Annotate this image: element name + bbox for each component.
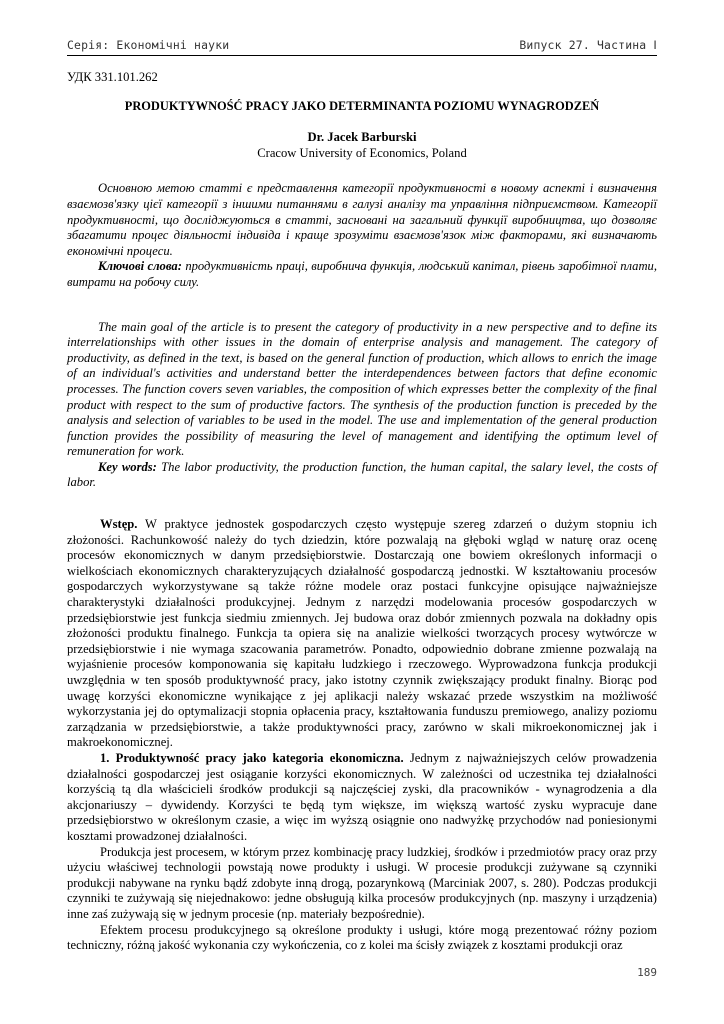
- article-body: [67, 70, 657, 954]
- keywords-ukrainian-label: Ключові слова:: [98, 259, 182, 274]
- header-rule: [67, 55, 657, 56]
- author-name: Dr. Jacek Barburski: [307, 130, 417, 145]
- keywords-english: [67, 460, 657, 491]
- article-title: PRODUKTYWNOŚĆ PRACY JAKO DETERMINANTA POZIOMU WYNAGRODZEŃ: [124, 98, 600, 113]
- author-affiliation: Cracow University of Economics, Poland: [257, 145, 467, 160]
- spacer: [67, 291, 657, 320]
- abstract-english: The main goal of the article is to present the category of productivity in a new perspective and to define its interrelationships with other issues in the domain of enterprise analysis and management. The category of productivity, as defined in the text, is based on the general function of production, which allows to enrich the image of an individual's activities and understand better the interdependences between factors that define economic processes. The function covers seven variables, the composition of which expresses better the complexity of the final product with respect to the sum of productive factors. The synthesis of the production function is preceded by the analysis and selection of variables to be used in the model. The use and implementation of the general production function provides the possibility of measuring the level of management and identifying the optimum level of remuneration for work.: [67, 319, 657, 459]
- keywords-english-text: The labor productivity, the production function, the human capital, the salary level, the costs of labor.: [67, 459, 657, 490]
- abstract-ukrainian: Основною метою статті є представлення категорії продуктивності в новому аспекті і визначення взаємозв'язку цієї категорії з іншими питаннями в галузі аналізу та управління підприємством. Категорії продуктивності, що досліджуються в статті, засновані на загальний функції виробництва, що дозволяє збагатити процес діяльності індивіда і краще зрозуміти взаємозв'язок між факторами, які визначають економічні процеси.: [67, 181, 657, 258]
- series-label: Серія: Економічні науки: [67, 38, 230, 52]
- keywords-english-label: Key words:: [98, 459, 157, 474]
- section-1-heading: 1. Produktywność pracy jako kategoria ekonomiczna.: [100, 750, 404, 765]
- issue-label: Випуск 27. Частина Ⅰ: [519, 38, 657, 52]
- running-header: [67, 38, 657, 52]
- keywords-ukrainian: [67, 259, 657, 290]
- effects-paragraph: Efektem procesu produkcyjnego są określone produkty i usługi, które mogą prezentować różny poziom techniczny, różną jakość wykonania czy wykończenia, co z kolei ma ścisły związek z kosztami produkcji oraz: [67, 922, 657, 953]
- intro-paragraph: [67, 517, 657, 751]
- intro-heading: Wstęp.: [100, 517, 138, 532]
- spacer: [67, 491, 657, 517]
- intro-text: W praktyce jednostek gospodarczych często występuje szereg zdarzeń o dużym stopniu ich złożoności. Rachunkowość należy do tych dziedzin, które pozwalają na głęboki wgląd w naturę oraz ocenę procesów ekonomicznych w danym przedsiębiorstwie. Dostarczają one bowiem określonych informacji o wielkościach ekonomicznych charakteryzujących działalność gospodarczą jednostki. W kształtowaniu procesów gospodarczych wykorzystywane są także różne modele oraz postaci funkcyjne opisujące najważniejsze charakterystyki działalności produkcyjnej. Jednym z narzędzi modelowania procesów gospodarczych w przedsiębiorstwie jest funkcja siedmiu zmiennych. Jej budowa oraz dobór zmiennych pozwala na dokładny opis złożoności produktu finalnego. Funkcja ta opiera się na analizie wielkości tworzących procesy wytwórcze w przedsiębiorstwie i nie wymaga szacowania parametrów. Ponadto, odpowiednio dobrane zmienne pozwalają na wyjaśnienie procesów komponowania się kapitału ludzkiego i rzeczowego. Wyprowadzona funkcja produkcji uwzględnia w ten sposób produktywność pracy, jako istotny czynnik zwiększający produkt finalny. Biorąc pod uwagę korzyści ekonomiczne wynikające z jej aplikacji należy wskazać przede wszystkim na możliwość wykorzystania jej do optymalizacji stopnia opłacenia pracy, kształtowania funduszu premiowego, analizy poziomu zarządzania w przedsiębiorstwie, a także produktywności pracy, zarówno w skali mikroekonomicznej jak i makroekonomicznej.: [67, 517, 657, 750]
- section-1-paragraph: [67, 751, 657, 845]
- keywords-ukrainian-text: продуктивність праці, виробнича функція, людський капітал, рівень заробітної плати, витрати на робочу силу.: [67, 259, 658, 289]
- udk-code: УДК 331.101.262: [67, 70, 158, 84]
- page-number: 189: [637, 966, 657, 979]
- section-1-text: Jednym z najważniejszych celów prowadzenia działalności gospodarczej jest osiąganie korzyści ekonomicznych. W zależności od uczestnika tej działalności korzyścią tą dla właścicieli środków produkcji są najczęściej zyski, dla pracowników - wynagrodzenia a dla akcjonariuszy – dywidendy. Korzyści te będą tym większe, im większą wartość zysku wypracuje dane przedsiębiorstwo w określonym czasie, a więc im wyższą osiągnie ono nadwyżkę przychodów nad poniesionymi kosztami prowadzonej działalności.: [67, 750, 657, 843]
- production-paragraph: Produkcja jest procesem, w którym przez kombinację pracy ludzkiej, środków i przedmiotów pracy oraz przy użyciu właściwej technologii powstają nowe produkty i usługi. W procesie produkcji zużywane są czynniki produkcji nabywane na rynku bądź zdobyte inną drogą, pozarynkową (Marciniak 2007, s. 280). Podczas produkcji czynniki te zużywają się niejednakowo: jedne obsługują kilka procesów produkcyjnych (np. maszyny i urządzenia) inne zaś zużywają się w jednym procesie (np. materiały bezpośrednie).: [67, 844, 657, 921]
